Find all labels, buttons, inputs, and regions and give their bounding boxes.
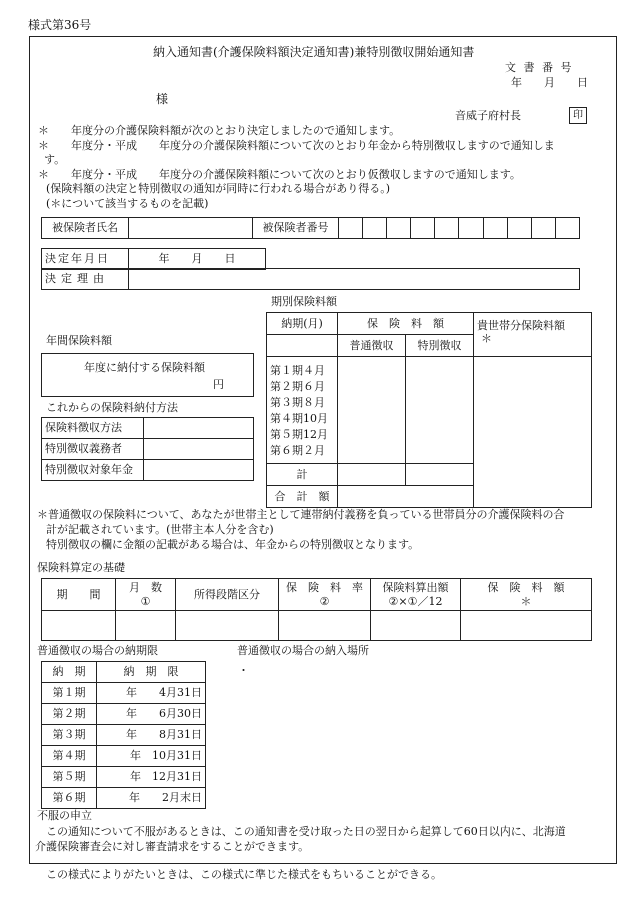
deadline-period: 第３期: [42, 725, 97, 746]
basis-premium-cell[interactable]: [461, 611, 592, 641]
page-title: 納入通知書(介護保険料額決定通知書)兼特別徴収開始通知書: [153, 45, 475, 59]
insured-table: [41, 217, 580, 239]
special-subtotal-cell[interactable]: [406, 464, 474, 486]
deadline-date: 年 2月末日: [97, 788, 206, 809]
basis-months-header: [116, 579, 176, 611]
basis-months-mark: ①: [140, 594, 151, 608]
annual-premium-box[interactable]: [41, 353, 254, 397]
appeal-line-2: 介護保険審査会に対し審査請求をすることができます。: [35, 840, 310, 853]
basis-rate-cell[interactable]: [279, 611, 371, 641]
basis-table: [41, 578, 592, 641]
period-item: 第５期12月: [270, 428, 328, 441]
payment-method-label: 特別徴収義務者: [42, 439, 144, 460]
basis-title: 保険料算定の基礎: [37, 561, 125, 574]
period-item: 第４期10月: [270, 412, 328, 425]
special-collection-header: 特別徴収: [406, 335, 474, 357]
period-list: [267, 357, 338, 464]
insured-number-digit[interactable]: [459, 218, 483, 239]
period-header: 納期(月): [267, 313, 338, 335]
insured-number-digit[interactable]: [483, 218, 507, 239]
footnote-line-1: ＊普通徴収の保険料について、あなたが世帯主として連帯納付義務を負っている世帯員分の介護保険料の合: [37, 508, 565, 521]
basis-rate-mark: ②: [319, 594, 330, 608]
total-label: 合 計 額: [267, 486, 338, 508]
basis-premium-mark: ＊: [520, 594, 532, 608]
decision-reason-label: 決定理由: [42, 269, 129, 290]
notice-line-4: (保険料額の決定と特別徴収の通知が同時に行われる場合があり得る。): [46, 182, 391, 195]
basis-period-cell[interactable]: [42, 611, 116, 641]
decision-reason-field[interactable]: [129, 269, 580, 290]
basis-calc-label: 保険料算出額: [382, 580, 449, 594]
decision-date-field[interactable]: 年 月 日: [129, 249, 266, 270]
basis-calc-cell[interactable]: [371, 611, 461, 641]
annual-premium-label: 年度に納付する保険料額: [84, 361, 205, 374]
insured-name-label: 被保険者氏名: [42, 218, 129, 239]
payment-place-bullet: ・: [238, 664, 249, 677]
basis-months-label: 月 数: [129, 580, 162, 594]
basis-rate-label: 保 険 料 率: [286, 580, 363, 594]
payment-method-label: 保険料徴収方法: [42, 418, 144, 439]
period-item: 第２期６月: [270, 380, 325, 393]
deadline-date-header: 納 期 限: [97, 662, 206, 683]
decision-date-label: 決定年月日: [42, 249, 129, 270]
payment-method-title: これからの保険料納付方法: [46, 401, 178, 414]
insured-number-digit[interactable]: [555, 218, 579, 239]
period-header-blank: [267, 335, 338, 357]
deadline-table: [41, 661, 206, 809]
period-item: 第１期４月: [270, 364, 325, 377]
annual-premium-unit: 円: [213, 378, 224, 391]
deadline-period-header: 納 期: [42, 662, 97, 683]
appeal-line-1: この通知について不服があるときは、この通知書を受け取った日の翌日から起算して60日以内に、北海道: [46, 825, 566, 838]
payment-place-title: 普通徴収の場合の納入場所: [237, 644, 369, 657]
notice-line-2: ＊ 年度分・平成 年度分の介護保険料額について次のとおり年金から特別徴収しますので通知しま: [38, 139, 555, 152]
basis-premium-label: 保 険 料 額: [487, 580, 565, 594]
payment-method-field[interactable]: [144, 460, 254, 481]
deadline-period: 第６期: [42, 788, 97, 809]
total-amount-cell[interactable]: [338, 486, 474, 508]
insured-name-field[interactable]: [129, 218, 253, 239]
subtotal-label: 計: [267, 464, 338, 486]
basis-income-cell[interactable]: [176, 611, 279, 641]
footnote-line-2: 計が記載されています。(世帯主本人分を含む): [46, 523, 274, 536]
household-amount-cell[interactable]: [474, 357, 592, 508]
head-of-household-label: 貴世帯分保険料額: [477, 319, 565, 332]
notice-line-2b: す。: [44, 153, 66, 166]
basis-calc-header: [371, 579, 461, 611]
seal-stamp: 印: [569, 107, 587, 124]
bottom-note: この様式によりがたいときは、この様式に準じた様式をもちいることができる。: [46, 868, 442, 881]
insured-number-digit[interactable]: [411, 218, 435, 239]
appeal-title: 不服の申立: [37, 809, 92, 822]
deadline-date: 年 12月31日: [97, 767, 206, 788]
notice-line-1: ＊ 年度分の介護保険料額が次のとおり決定しましたので通知します。: [38, 124, 401, 137]
insured-number-digit[interactable]: [531, 218, 555, 239]
premium-header: 保 険 料 額: [338, 313, 474, 335]
basis-income-header: 所得段階区分: [176, 579, 279, 611]
insured-number-digit[interactable]: [435, 218, 459, 239]
basis-months-cell[interactable]: [116, 611, 176, 641]
special-amount-cell[interactable]: [406, 357, 474, 464]
notice-line-5: (＊について該当するものを記載): [46, 197, 209, 210]
doc-number-label: 文 書 番 号: [505, 61, 574, 74]
decision-date-table: [41, 248, 266, 270]
payment-method-table: [41, 417, 254, 481]
insured-number-digit[interactable]: [507, 218, 531, 239]
footnote-line-3: 特別徴収の欄に金額の記載がある場合は、年金からの特別徴収となります。: [46, 538, 420, 551]
deadline-period: 第５期: [42, 767, 97, 788]
deadline-period: 第１期: [42, 683, 97, 704]
insured-number-label: 被保険者番号: [253, 218, 339, 239]
period-premium-title: 期別保険料額: [271, 295, 337, 308]
deadline-date: 年 4月31日: [97, 683, 206, 704]
ordinary-amount-cell[interactable]: [338, 357, 406, 464]
basis-calc-formula: ②×①／12: [388, 594, 443, 608]
head-of-household-header: [474, 313, 592, 357]
issuer-name: 音威子府村長: [455, 109, 521, 122]
form-number: 様式第36号: [28, 18, 92, 32]
deadline-date: 年 10月31日: [97, 746, 206, 767]
payment-method-field[interactable]: [144, 439, 254, 460]
date-label: 年 月 日: [511, 76, 588, 89]
insured-number-digit[interactable]: [339, 218, 363, 239]
decision-reason-table: [41, 268, 580, 290]
notice-line-3: ＊ 年度分・平成 年度分の介護保険料額について次のとおり仮徴収しますので通知します。: [38, 168, 521, 181]
head-of-household-mark: ＊: [481, 332, 492, 346]
deadline-date: 年 8月31日: [97, 725, 206, 746]
basis-rate-header: [279, 579, 371, 611]
period-item: 第３期８月: [270, 396, 325, 409]
ordinary-subtotal-cell[interactable]: [338, 464, 406, 486]
period-premium-table: [266, 312, 592, 508]
payment-method-field[interactable]: [144, 418, 254, 439]
ordinary-collection-header: 普通徴収: [338, 335, 406, 357]
insured-number-digit[interactable]: [387, 218, 411, 239]
deadline-period: 第２期: [42, 704, 97, 725]
basis-period-header: 期 間: [42, 579, 116, 611]
annual-premium-title: 年間保険料額: [46, 334, 112, 347]
addressee-suffix: 様: [156, 92, 169, 106]
period-item: 第６期２月: [270, 444, 325, 457]
deadline-date: 年 6月30日: [97, 704, 206, 725]
deadline-title: 普通徴収の場合の納期限: [37, 644, 158, 657]
basis-premium-header: [461, 579, 592, 611]
insured-number-digit[interactable]: [363, 218, 387, 239]
payment-method-label: 特別徴収対象年金: [42, 460, 144, 481]
deadline-period: 第４期: [42, 746, 97, 767]
